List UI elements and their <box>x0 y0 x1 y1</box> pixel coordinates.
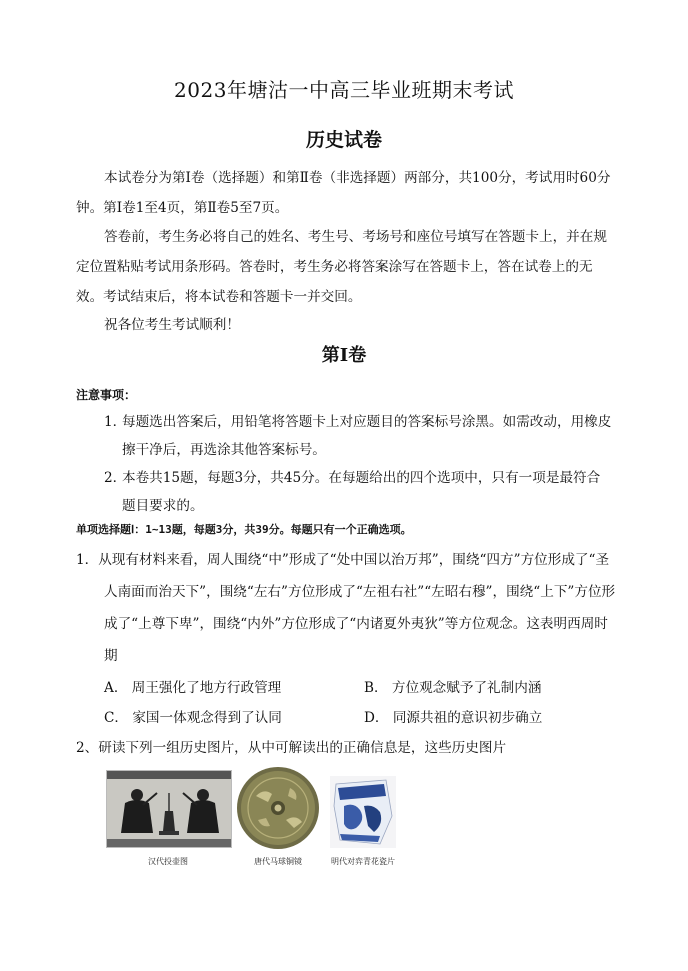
option-a: A． 周王强化了地方行政管理 <box>104 680 282 696</box>
image-caption: 汉代投壶图 <box>148 857 188 866</box>
image-caption: 明代对弈青花瓷片 <box>331 857 395 866</box>
notes-heading: 注意事项： <box>76 388 137 402</box>
question-1 <box>76 544 616 672</box>
section-title: 第Ⅰ卷 <box>321 345 367 366</box>
exam-subject: 历史试卷 <box>305 129 382 151</box>
note-number: 2． <box>104 470 127 486</box>
note-item <box>104 408 612 464</box>
ming-porcelain-shard-image <box>330 776 396 848</box>
image-caption: 唐代马球铜镜 <box>254 857 302 866</box>
option-c: C． 家国一体观念得到了认同 <box>104 710 282 726</box>
note-text: 本卷共15题，每题3分，共45分。在每题给出的四个选项中，只有一项是最符合题目要求的。 <box>122 470 601 514</box>
question-stem: 2、研读下列一组历史图片，从中可解读出的正确信息是，这些历史图片 <box>76 740 507 756</box>
note-text: 每题选出答案后，用铅笔将答题卡上对应题目的答案标号涂黑。如需改动，用橡皮擦干净后，再选涂其他答案标号。 <box>122 414 612 458</box>
tang-polo-mirror-image <box>236 766 320 850</box>
exam-title: 2023年塘沽一中高三毕业班期末考试 <box>174 78 514 102</box>
option-d: D． 同源共祖的意识初步确立 <box>364 710 543 726</box>
part-heading: 单项选择题Ⅰ：1~13题，每题3分，共39分。每题只有一个正确选项。 <box>76 523 412 536</box>
note-item <box>104 464 612 520</box>
question-2 <box>76 732 616 764</box>
intro-paragraph-2: 答卷前，考生务必将自己的姓名、考生号、考场号和座位号填写在答题卡上，并在规定位置粘贴考试用条形码。答卷时，考生务必将答案涂写在答题卡上，答在试卷上的无效。考试结束后，将本试卷和答题卡一并交回。 <box>76 229 607 305</box>
han-touhu-rubbing-image <box>106 770 232 848</box>
option-b: B． 方位观念赋予了礼制内涵 <box>364 680 542 696</box>
note-number: 1． <box>104 414 127 430</box>
question-stem: 1．从现有材料来看，周人围绕“中”形成了“处中国以治万邦”，围绕“四方”方位形成了“圣人南面而治天下”，围绕“左右”方位形成了“左祖右社”“左昭右穆”，围绕“上下”方位形成了“上尊下卑”，围绕“内外”方位形成了“内诸夏外夷狄”等方位观念。这表明西周时期 <box>76 552 616 664</box>
intro-paragraph-1: 本试卷分为第Ⅰ卷（选择题）和第Ⅱ卷（非选择题）两部分，共100分，考试用时60分钟。第Ⅰ卷1至4页，第Ⅱ卷5至7页。 <box>76 170 611 216</box>
intro-paragraph-3: 祝各位考生考试顺利！ <box>104 317 240 333</box>
